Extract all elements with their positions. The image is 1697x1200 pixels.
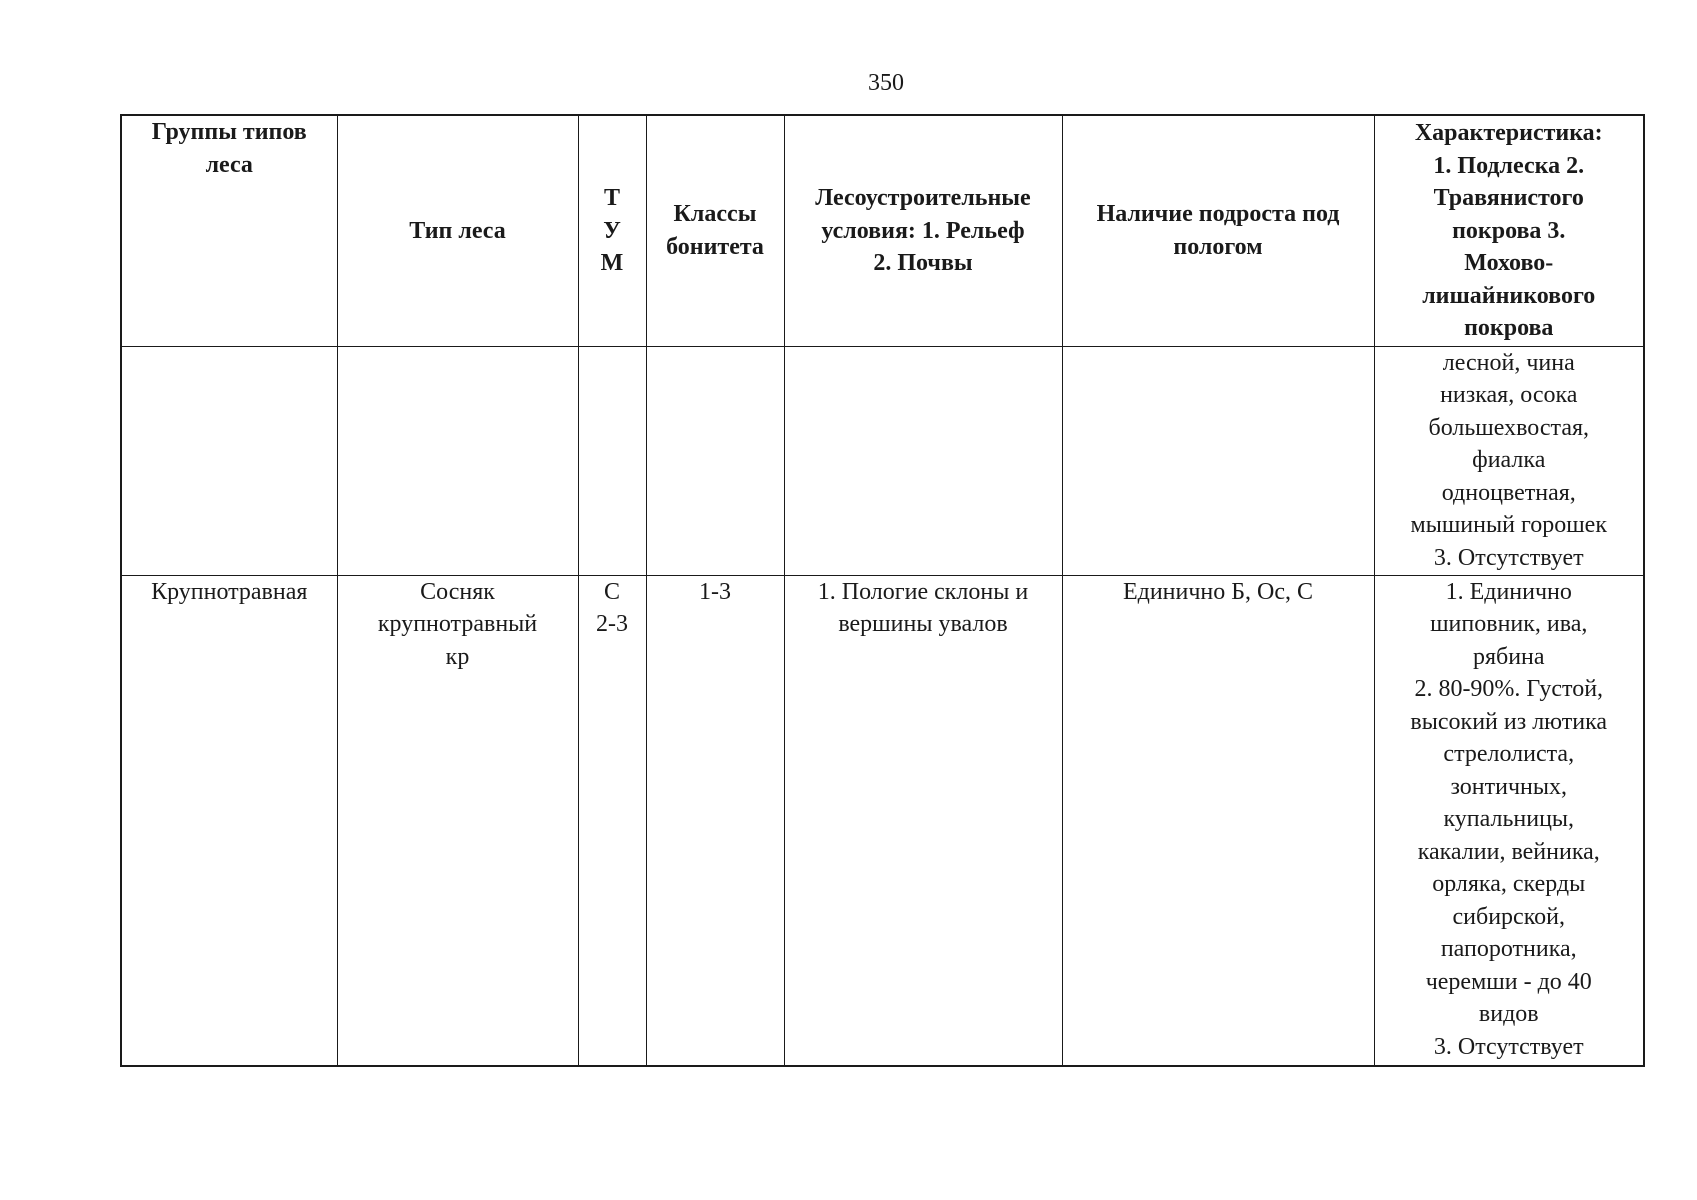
characteristics-line: 3. Отсутствует xyxy=(1433,544,1584,571)
header-tum-line: М xyxy=(600,250,624,276)
cell-characteristics xyxy=(1374,575,1644,1066)
cell-group: Крупнотравная xyxy=(121,575,337,1066)
type-line: Сосняк xyxy=(420,578,495,605)
characteristics-line: стрелолиста, xyxy=(1443,741,1575,767)
forest-types-table xyxy=(120,114,1645,1067)
header-tum-line: Т xyxy=(603,185,620,211)
header-bonitet-line: Классы xyxy=(673,201,757,228)
cell-undergrowth: Единично Б, Ос, С xyxy=(1062,575,1374,1066)
cell-tum xyxy=(578,575,646,1066)
characteristics-line: лесной, чина xyxy=(1442,349,1575,376)
characteristics-line: сибирской, xyxy=(1452,903,1565,930)
characteristics-line: шиповник, ива, xyxy=(1430,611,1588,637)
type-line: крупнотравный xyxy=(377,611,538,637)
header-forest-management-conditions xyxy=(784,115,1062,346)
characteristics-line: рябина xyxy=(1472,643,1545,670)
header-characteristics-line: Характеристика: xyxy=(1414,120,1603,146)
tum-line: 2-3 xyxy=(596,611,628,637)
characteristics-line: большехвостая, xyxy=(1428,414,1590,441)
header-conditions-line: условия: 1. Рельеф xyxy=(821,217,1025,244)
header-characteristics xyxy=(1374,115,1644,346)
characteristics-line: орляка, скерды xyxy=(1432,871,1586,897)
header-conditions-line: Лесоустроительные xyxy=(815,185,1031,211)
header-forest-type: Тип леса xyxy=(337,115,578,346)
characteristics-line: купальницы, xyxy=(1443,806,1575,832)
header-bonitet-classes xyxy=(646,115,784,346)
tum-line: С xyxy=(603,578,620,605)
conditions-line: 1. Пологие склоны и xyxy=(817,578,1029,605)
cell-characteristics xyxy=(1374,346,1644,575)
characteristics-line: высокий из лютика xyxy=(1410,708,1608,735)
header-undergrowth-presence xyxy=(1062,115,1374,346)
header-characteristics-line: лишайникового xyxy=(1422,282,1596,309)
characteristics-line: видов xyxy=(1478,1001,1539,1027)
header-characteristics-line: 1. Подлеска 2. xyxy=(1433,152,1585,179)
characteristics-line: одноцветная, xyxy=(1441,479,1576,506)
page-number: 350 xyxy=(868,70,904,96)
characteristics-line: зонтичных, xyxy=(1450,773,1568,800)
characteristics-line: 2. 80-90%. Густой, xyxy=(1414,676,1604,702)
characteristics-line: 3. Отсутствует xyxy=(1433,1033,1584,1060)
cell-bonitet xyxy=(646,346,784,575)
type-line: кр xyxy=(445,643,470,670)
characteristics-line: мышиный горошек xyxy=(1410,512,1607,538)
table-header-row xyxy=(121,115,1644,346)
characteristics-line: папоротника, xyxy=(1440,936,1577,962)
cell-group xyxy=(121,346,337,575)
characteristics-line: какалии, вейника, xyxy=(1417,838,1600,865)
cell-tum xyxy=(578,346,646,575)
header-undergrowth-line: Наличие подроста под xyxy=(1096,201,1340,228)
cell-conditions xyxy=(784,575,1062,1066)
characteristics-line: низкая, осока xyxy=(1440,382,1578,408)
header-characteristics-line: Травянистого xyxy=(1433,185,1584,211)
characteristics-line: фиалка xyxy=(1472,447,1546,473)
characteristics-line: черемши - до 40 xyxy=(1425,968,1592,995)
header-tum xyxy=(578,115,646,346)
cell-bonitet: 1-3 xyxy=(646,575,784,1066)
header-characteristics-line: Мохово- xyxy=(1464,250,1554,276)
header-characteristics-line: покрова xyxy=(1464,315,1554,341)
header-characteristics-line: покрова 3. xyxy=(1452,217,1566,244)
conditions-line: вершины увалов xyxy=(838,611,1008,637)
cell-conditions xyxy=(784,346,1062,575)
cell-type xyxy=(337,575,578,1066)
table-row xyxy=(121,575,1644,1066)
header-bonitet-line: бонитета xyxy=(666,233,764,260)
cell-undergrowth xyxy=(1062,346,1374,575)
table-row xyxy=(121,346,1644,575)
header-conditions-line: 2. Почвы xyxy=(873,250,973,276)
header-forest-type-groups: Группы типов леса xyxy=(121,115,337,346)
header-undergrowth-line: пологом xyxy=(1173,233,1263,260)
cell-type xyxy=(337,346,578,575)
characteristics-line: 1. Единично xyxy=(1445,578,1572,605)
header-tum-line: У xyxy=(603,217,621,244)
